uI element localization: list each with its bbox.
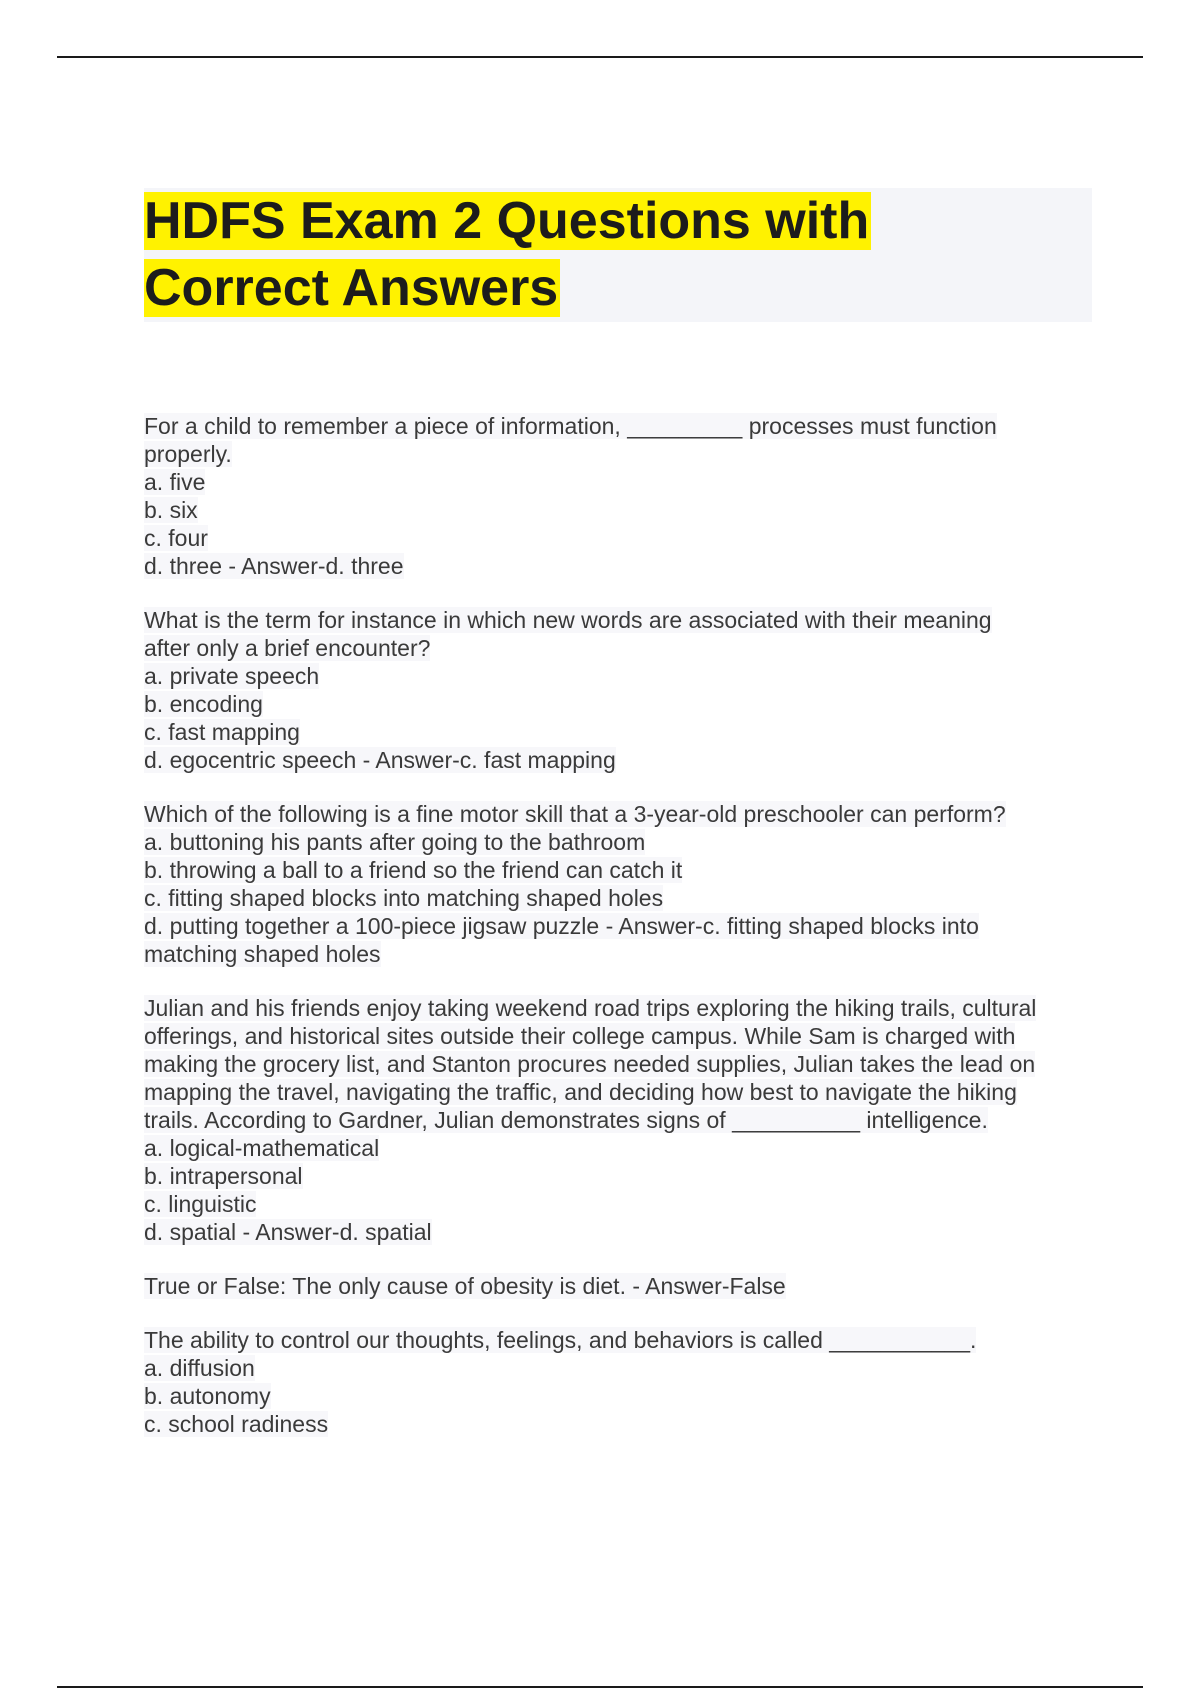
question-block [144,1272,1104,1300]
title-block [144,188,1092,322]
option-line: c. fitting shaped blocks into matching shaped holes [144,885,664,911]
text-line: mapping the travel, navigating the traffic, and deciding how best to navigate the hiking [144,1079,1017,1105]
option-line: c. fast mapping [144,719,300,745]
text-line: Which of the following is a fine motor skill that a 3-year-old preschooler can perform? [144,801,1006,827]
question-block [144,412,1104,580]
text-line: making the grocery list, and Stanton procures needed supplies, Julian takes the lead on [144,1051,1036,1077]
option-line: a. buttoning his pants after going to the bathroom [144,829,646,855]
title-line-2: Correct Answers [144,259,559,317]
answer-line: d. putting together a 100-piece jigsaw puzzle - Answer-c. fitting shaped blocks into [144,913,979,939]
answer-line: matching shaped holes [144,941,381,967]
question-block [144,1326,1104,1438]
option-line: a. diffusion [144,1355,255,1381]
top-divider [57,56,1143,58]
text-line: offerings, and historical sites outside their college campus. While Sam is charged with [144,1023,1016,1049]
option-line: b. six [144,497,198,523]
option-line: a. five [144,469,206,495]
option-line: b. encoding [144,691,263,717]
option-line: a. private speech [144,663,320,689]
option-line: b. intrapersonal [144,1163,303,1189]
option-line: b. throwing a ball to a friend so the friend can catch it [144,857,683,883]
option-line: c. four [144,525,208,551]
text-line: Julian and his friends enjoy taking weekend road trips exploring the hiking trails, cultural [144,995,1037,1021]
text-line: The ability to control our thoughts, feelings, and behaviors is called ___________. [144,1327,977,1353]
text-line: properly. [144,441,232,467]
document-title [144,188,1092,322]
bottom-divider [57,1686,1143,1688]
option-line: c. school radiness [144,1411,329,1437]
question-block [144,994,1104,1246]
text-line: trails. According to Gardner, Julian demonstrates signs of __________ intelligence. [144,1107,988,1133]
question-block [144,606,1104,774]
title-line-1: HDFS Exam 2 Questions with [144,192,870,250]
option-line: c. linguistic [144,1191,257,1217]
option-line: a. logical-mathematical [144,1135,380,1161]
answer-line: True or False: The only cause of obesity is diet. - Answer-False [144,1273,786,1299]
answer-line: d. egocentric speech - Answer-c. fast mapping [144,747,616,773]
text-line: For a child to remember a piece of information, _________ processes must function [144,413,997,439]
text-line: What is the term for instance in which new words are associated with their meaning [144,607,992,633]
answer-line: d. three - Answer-d. three [144,553,404,579]
option-line: b. autonomy [144,1383,271,1409]
text-line: after only a brief encounter? [144,635,431,661]
questions-list [144,412,1104,1464]
answer-line: d. spatial - Answer-d. spatial [144,1219,432,1245]
question-block [144,800,1104,968]
